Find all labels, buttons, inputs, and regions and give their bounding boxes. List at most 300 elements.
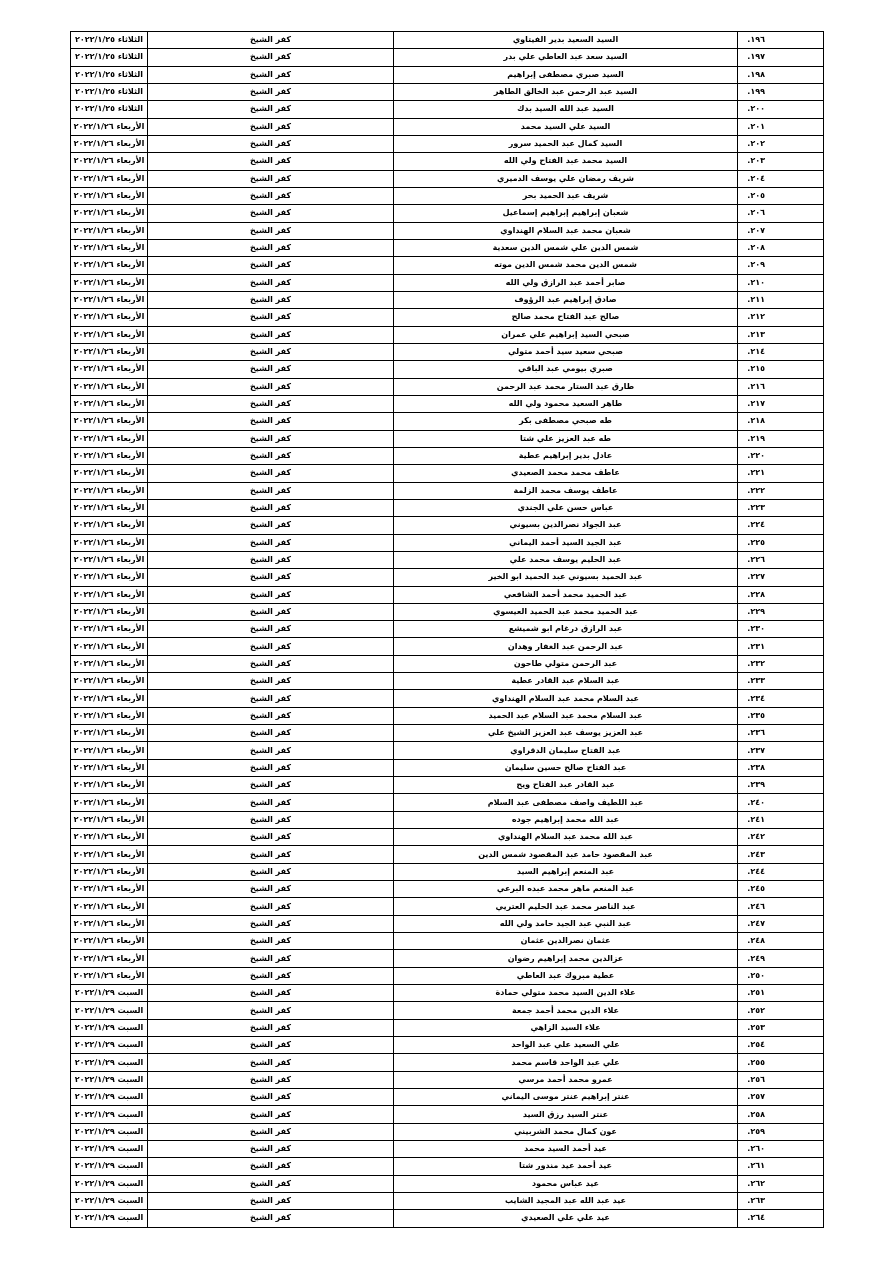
row-number-cell: ٢٣٣.	[738, 673, 824, 690]
table-row	[71, 777, 824, 794]
location-cell: كفر الشيخ	[148, 1037, 394, 1054]
date-cell: الأربعاء ٢٠٢٢/١/٢٦	[71, 707, 148, 724]
location-cell: كفر الشيخ	[148, 985, 394, 1002]
date-cell: السبت ٢٠٢٢/١/٢٩	[71, 1210, 148, 1227]
row-number-cell: ٢٥٠.	[738, 967, 824, 984]
date-cell: الأربعاء ٢٠٢٢/١/٢٦	[71, 395, 148, 412]
table-row	[71, 1175, 824, 1192]
table-row	[71, 811, 824, 828]
location-cell: كفر الشيخ	[148, 829, 394, 846]
person-name-cell: عبد السلام عبد القادر عطية	[394, 673, 738, 690]
location-cell: كفر الشيخ	[148, 170, 394, 187]
person-name-cell: عاطف محمد محمد الصعيدي	[394, 465, 738, 482]
person-name-cell: صادق إبراهيم عبد الرؤوف	[394, 291, 738, 308]
location-cell: كفر الشيخ	[148, 274, 394, 291]
location-cell: كفر الشيخ	[148, 378, 394, 395]
table-row	[71, 534, 824, 551]
location-cell: كفر الشيخ	[148, 846, 394, 863]
table-row	[71, 898, 824, 915]
location-cell: كفر الشيخ	[148, 1192, 394, 1209]
location-cell: كفر الشيخ	[148, 933, 394, 950]
table-row	[71, 1141, 824, 1158]
date-cell: الأربعاء ٢٠٢٢/١/٢٦	[71, 153, 148, 170]
row-number-cell: ١٩٩.	[738, 83, 824, 100]
person-name-cell: السيد صبري مصطفى إبراهيم	[394, 66, 738, 83]
person-name-cell: السيد سعد عبد العاطي علي بدر	[394, 49, 738, 66]
location-cell: كفر الشيخ	[148, 1089, 394, 1106]
table-row	[71, 933, 824, 950]
location-cell: كفر الشيخ	[148, 655, 394, 672]
location-cell: كفر الشيخ	[148, 83, 394, 100]
person-name-cell: شعبان محمد عبد السلام الهنداوي	[394, 222, 738, 239]
row-number-cell: ٢٤٩.	[738, 950, 824, 967]
location-cell: كفر الشيخ	[148, 690, 394, 707]
table-row	[71, 915, 824, 932]
row-number-cell: ٢٥٤.	[738, 1037, 824, 1054]
person-name-cell: عاطف يوسف محمد الزلمة	[394, 482, 738, 499]
location-cell: كفر الشيخ	[148, 413, 394, 430]
date-cell: الأربعاء ٢٠٢٢/١/٢٦	[71, 586, 148, 603]
person-name-cell: طارق عبد الستار محمد عبد الرحمن	[394, 378, 738, 395]
location-cell: كفر الشيخ	[148, 1071, 394, 1088]
date-cell: السبت ٢٠٢٢/١/٢٩	[71, 1141, 148, 1158]
person-name-cell: صالح عبد الفتاح محمد صالح	[394, 309, 738, 326]
location-cell: كفر الشيخ	[148, 482, 394, 499]
person-name-cell: عبد الناصر محمد عبد الحليم العتريي	[394, 898, 738, 915]
table-row	[71, 499, 824, 516]
table-row	[71, 32, 824, 49]
row-number-cell: ٢٦٠.	[738, 1141, 824, 1158]
person-name-cell: عنتر السيد رزق السيد	[394, 1106, 738, 1123]
location-cell: كفر الشيخ	[148, 967, 394, 984]
date-cell: السبت ٢٠٢٢/١/٢٩	[71, 1106, 148, 1123]
table-row	[71, 274, 824, 291]
person-name-cell: علاء الدين السيد محمد متولي حمادة	[394, 985, 738, 1002]
location-cell: كفر الشيخ	[148, 551, 394, 568]
row-number-cell: ٢٠٦.	[738, 205, 824, 222]
person-name-cell: شريف رمضان علي يوسف الدميري	[394, 170, 738, 187]
location-cell: كفر الشيخ	[148, 447, 394, 464]
person-name-cell: عبد المنعم ماهر محمد عبده البرعي	[394, 881, 738, 898]
table-row	[71, 1071, 824, 1088]
records-table-body	[71, 32, 824, 1228]
table-row	[71, 101, 824, 118]
person-name-cell: عبد الحميد محمد أحمد الشافعي	[394, 586, 738, 603]
table-row	[71, 794, 824, 811]
row-number-cell: ٢٠٤.	[738, 170, 824, 187]
location-cell: كفر الشيخ	[148, 950, 394, 967]
row-number-cell: ٢١٤.	[738, 343, 824, 360]
location-cell: كفر الشيخ	[148, 1106, 394, 1123]
location-cell: كفر الشيخ	[148, 309, 394, 326]
location-cell: كفر الشيخ	[148, 811, 394, 828]
row-number-cell: ١٩٧.	[738, 49, 824, 66]
location-cell: كفر الشيخ	[148, 621, 394, 638]
date-cell: الأربعاء ٢٠٢٢/١/٢٦	[71, 187, 148, 204]
table-row	[71, 690, 824, 707]
person-name-cell: السيد عبد الله السيد بدك	[394, 101, 738, 118]
location-cell: كفر الشيخ	[148, 361, 394, 378]
person-name-cell: السيد عبد الرحمن عبد الخالق الطاهر	[394, 83, 738, 100]
person-name-cell: عبد اللطيف واصف مصطفى عبد السلام	[394, 794, 738, 811]
date-cell: الأربعاء ٢٠٢٢/١/٢٦	[71, 413, 148, 430]
date-cell: الأربعاء ٢٠٢٢/١/٢٦	[71, 170, 148, 187]
person-name-cell: عبد الحليم يوسف محمد علي	[394, 551, 738, 568]
person-name-cell: عطية مبروك عبد العاطي	[394, 967, 738, 984]
row-number-cell: ٢٥١.	[738, 985, 824, 1002]
date-cell: الأربعاء ٢٠٢٢/١/٢٦	[71, 534, 148, 551]
date-cell: الأربعاء ٢٠٢٢/١/٢٦	[71, 673, 148, 690]
table-row	[71, 205, 824, 222]
row-number-cell: ٢٥٢.	[738, 1002, 824, 1019]
table-row	[71, 985, 824, 1002]
date-cell: الأربعاء ٢٠٢٢/١/٢٦	[71, 621, 148, 638]
location-cell: كفر الشيخ	[148, 395, 394, 412]
row-number-cell: ٢٤٥.	[738, 881, 824, 898]
row-number-cell: ٢٣٨.	[738, 759, 824, 776]
table-row	[71, 759, 824, 776]
row-number-cell: ٢٢٠.	[738, 447, 824, 464]
table-row	[71, 482, 824, 499]
date-cell: الأربعاء ٢٠٢٢/١/٢٦	[71, 603, 148, 620]
date-cell: السبت ٢٠٢٢/١/٢٩	[71, 1054, 148, 1071]
date-cell: الأربعاء ٢٠٢٢/١/٢٦	[71, 569, 148, 586]
person-name-cell: طه صبحي مصطفى بكر	[394, 413, 738, 430]
person-name-cell: عبد الرحمن عبد الغفار وهدان	[394, 638, 738, 655]
person-name-cell: عبد المقصود حامد عبد المقصود شمس الدين	[394, 846, 738, 863]
date-cell: الأربعاء ٢٠٢٢/١/٢٦	[71, 915, 148, 932]
person-name-cell: عيد عبد الله عبد المجيد الشايب	[394, 1192, 738, 1209]
location-cell: كفر الشيخ	[148, 205, 394, 222]
person-name-cell: عبد الحميد بسيوني عبد الحميد ابو الخير	[394, 569, 738, 586]
table-row	[71, 603, 824, 620]
row-number-cell: ٢٤٨.	[738, 933, 824, 950]
row-number-cell: ٢١٨.	[738, 413, 824, 430]
date-cell: الأربعاء ٢٠٢٢/١/٢٦	[71, 863, 148, 880]
row-number-cell: ٢٢٢.	[738, 482, 824, 499]
date-cell: السبت ٢٠٢٢/١/٢٩	[71, 1071, 148, 1088]
date-cell: الثلاثاء ٢٠٢٢/١/٢٥	[71, 101, 148, 118]
date-cell: الأربعاء ٢٠٢٢/١/٢٦	[71, 378, 148, 395]
person-name-cell: صبحي سعيد سيد أحمد متولي	[394, 343, 738, 360]
location-cell: كفر الشيخ	[148, 1019, 394, 1036]
location-cell: كفر الشيخ	[148, 898, 394, 915]
row-number-cell: ٢٣١.	[738, 638, 824, 655]
row-number-cell: ٢٢٩.	[738, 603, 824, 620]
table-row	[71, 413, 824, 430]
location-cell: كفر الشيخ	[148, 759, 394, 776]
person-name-cell: عبد الرازق درغام ابو شميشع	[394, 621, 738, 638]
row-number-cell: ١٩٨.	[738, 66, 824, 83]
person-name-cell: عون كمال محمد الشربيني	[394, 1123, 738, 1140]
person-name-cell: عبد السلام محمد عبد السلام عبد الحميد	[394, 707, 738, 724]
date-cell: الثلاثاء ٢٠٢٢/١/٢٥	[71, 32, 148, 49]
table-row	[71, 430, 824, 447]
date-cell: الأربعاء ٢٠٢٢/١/٢٦	[71, 950, 148, 967]
table-row	[71, 49, 824, 66]
person-name-cell: عيد عباس محمود	[394, 1175, 738, 1192]
row-number-cell: ٢٤٣.	[738, 846, 824, 863]
row-number-cell: ٢٢٦.	[738, 551, 824, 568]
table-row	[71, 655, 824, 672]
person-name-cell: عبد الجيد السيد أحمد اليماني	[394, 534, 738, 551]
date-cell: الأربعاء ٢٠٢٢/١/٢٦	[71, 205, 148, 222]
person-name-cell: عبد الفتاح صالح حسين سليمان	[394, 759, 738, 776]
date-cell: الأربعاء ٢٠٢٢/١/٢٦	[71, 742, 148, 759]
row-number-cell: ٢٤١.	[738, 811, 824, 828]
date-cell: الأربعاء ٢٠٢٢/١/٢٦	[71, 118, 148, 135]
person-name-cell: عثمان نصرالدين عثمان	[394, 933, 738, 950]
location-cell: كفر الشيخ	[148, 742, 394, 759]
row-number-cell: ٢٥٦.	[738, 1071, 824, 1088]
person-name-cell: عبد العزيز يوسف عبد العزيز الشيخ علي	[394, 725, 738, 742]
date-cell: الأربعاء ٢٠٢٢/١/٢٦	[71, 517, 148, 534]
row-number-cell: ٢٣٧.	[738, 742, 824, 759]
table-row	[71, 1106, 824, 1123]
person-name-cell: السيد علي السيد محمد	[394, 118, 738, 135]
table-row	[71, 846, 824, 863]
row-number-cell: ٢٣٢.	[738, 655, 824, 672]
date-cell: الأربعاء ٢٠٢٢/١/٢٦	[71, 343, 148, 360]
table-row	[71, 153, 824, 170]
row-number-cell: ٢٤٠.	[738, 794, 824, 811]
date-cell: الأربعاء ٢٠٢٢/١/٢٦	[71, 829, 148, 846]
row-number-cell: ٢١٦.	[738, 378, 824, 395]
row-number-cell: ٢٢٣.	[738, 499, 824, 516]
table-row	[71, 1089, 824, 1106]
table-row	[71, 83, 824, 100]
table-row	[71, 1123, 824, 1140]
person-name-cell: عبد الرحمن متولي طاحون	[394, 655, 738, 672]
date-cell: السبت ٢٠٢٢/١/٢٩	[71, 1002, 148, 1019]
location-cell: كفر الشيخ	[148, 915, 394, 932]
date-cell: الأربعاء ٢٠٢٢/١/٢٦	[71, 898, 148, 915]
location-cell: كفر الشيخ	[148, 101, 394, 118]
row-number-cell: ٢٥٩.	[738, 1123, 824, 1140]
table-row	[71, 66, 824, 83]
date-cell: الأربعاء ٢٠٢٢/١/٢٦	[71, 690, 148, 707]
table-row	[71, 551, 824, 568]
location-cell: كفر الشيخ	[148, 1123, 394, 1140]
date-cell: السبت ٢٠٢٢/١/٢٩	[71, 1037, 148, 1054]
person-name-cell: عزالدين محمد إبراهيم رضوان	[394, 950, 738, 967]
table-row	[71, 1037, 824, 1054]
location-cell: كفر الشيخ	[148, 135, 394, 152]
person-name-cell: شريف عبد الحميد بحر	[394, 187, 738, 204]
person-name-cell: عبد الفتاح سليمان الدقراوي	[394, 742, 738, 759]
person-name-cell: عبد المنعم إبراهيم السيد	[394, 863, 738, 880]
date-cell: الثلاثاء ٢٠٢٢/١/٢٥	[71, 83, 148, 100]
row-number-cell: ٢٠٩.	[738, 257, 824, 274]
table-row	[71, 967, 824, 984]
person-name-cell: صبحي السيد إبراهيم علي عمران	[394, 326, 738, 343]
person-name-cell: عنتر إبراهيم عنتر موسى اليماني	[394, 1089, 738, 1106]
date-cell: الأربعاء ٢٠٢٢/١/٢٦	[71, 759, 148, 776]
location-cell: كفر الشيخ	[148, 863, 394, 880]
date-cell: الأربعاء ٢٠٢٢/١/٢٦	[71, 933, 148, 950]
location-cell: كفر الشيخ	[148, 291, 394, 308]
table-row	[71, 135, 824, 152]
row-number-cell: ٢٢٨.	[738, 586, 824, 603]
location-cell: كفر الشيخ	[148, 794, 394, 811]
row-number-cell: ٢٢٥.	[738, 534, 824, 551]
row-number-cell: ٢٣٤.	[738, 690, 824, 707]
table-row	[71, 517, 824, 534]
date-cell: الأربعاء ٢٠٢٢/١/٢٦	[71, 777, 148, 794]
row-number-cell: ٢٢١.	[738, 465, 824, 482]
table-row	[71, 170, 824, 187]
person-name-cell: عيد أحمد السيد محمد	[394, 1141, 738, 1158]
row-number-cell: ٢٣٩.	[738, 777, 824, 794]
row-number-cell: ٢٠١.	[738, 118, 824, 135]
date-cell: الأربعاء ٢٠٢٢/١/٢٦	[71, 361, 148, 378]
person-name-cell: عبد الجواد نصرالدين بسيوني	[394, 517, 738, 534]
table-row	[71, 863, 824, 880]
date-cell: الأربعاء ٢٠٢٢/١/٢٦	[71, 846, 148, 863]
row-number-cell: ٢١٩.	[738, 430, 824, 447]
row-number-cell: ٢٠٢.	[738, 135, 824, 152]
date-cell: الأربعاء ٢٠٢٢/١/٢٦	[71, 811, 148, 828]
date-cell: الأربعاء ٢٠٢٢/١/٢٦	[71, 239, 148, 256]
table-row	[71, 1019, 824, 1036]
table-row	[71, 239, 824, 256]
location-cell: كفر الشيخ	[148, 534, 394, 551]
person-name-cell: شعبان إبراهيم إبراهيم إسماعيل	[394, 205, 738, 222]
table-row	[71, 118, 824, 135]
date-cell: الأربعاء ٢٠٢٢/١/٢٦	[71, 274, 148, 291]
date-cell: السبت ٢٠٢٢/١/٢٩	[71, 985, 148, 1002]
table-row	[71, 326, 824, 343]
person-name-cell: طه عبد العزيز علي شتا	[394, 430, 738, 447]
row-number-cell: ٢٠٣.	[738, 153, 824, 170]
table-row	[71, 465, 824, 482]
table-row	[71, 291, 824, 308]
person-name-cell: علي السعيد علي عبد الواحد	[394, 1037, 738, 1054]
date-cell: السبت ٢٠٢٢/١/٢٩	[71, 1019, 148, 1036]
table-row	[71, 569, 824, 586]
location-cell: كفر الشيخ	[148, 187, 394, 204]
table-row	[71, 187, 824, 204]
location-cell: كفر الشيخ	[148, 153, 394, 170]
row-number-cell: ٢٥٨.	[738, 1106, 824, 1123]
table-row	[71, 257, 824, 274]
person-name-cell: عبد الحميد محمد عبد الحميد العيسوي	[394, 603, 738, 620]
location-cell: كفر الشيخ	[148, 499, 394, 516]
person-name-cell: طاهر السعيد محمود ولي الله	[394, 395, 738, 412]
location-cell: كفر الشيخ	[148, 1210, 394, 1227]
location-cell: كفر الشيخ	[148, 222, 394, 239]
location-cell: كفر الشيخ	[148, 343, 394, 360]
date-cell: الأربعاء ٢٠٢٢/١/٢٦	[71, 465, 148, 482]
date-cell: السبت ٢٠٢٢/١/٢٩	[71, 1123, 148, 1140]
table-row	[71, 1002, 824, 1019]
row-number-cell: ٢٢٧.	[738, 569, 824, 586]
table-row	[71, 222, 824, 239]
row-number-cell: ٢١٣.	[738, 326, 824, 343]
person-name-cell: عبد الله محمد عبد السلام الهنداوي	[394, 829, 738, 846]
location-cell: كفر الشيخ	[148, 1054, 394, 1071]
date-cell: الأربعاء ٢٠٢٢/١/٢٦	[71, 967, 148, 984]
table-row	[71, 950, 824, 967]
table-row	[71, 725, 824, 742]
person-name-cell: عبد القادر عبد الفتاح ويح	[394, 777, 738, 794]
person-name-cell: علاء الدين محمد أحمد جمعة	[394, 1002, 738, 1019]
row-number-cell: ٢٤٤.	[738, 863, 824, 880]
date-cell: السبت ٢٠٢٢/١/٢٩	[71, 1175, 148, 1192]
date-cell: السبت ٢٠٢٢/١/٢٩	[71, 1089, 148, 1106]
date-cell: الأربعاء ٢٠٢٢/١/٢٦	[71, 725, 148, 742]
date-cell: الأربعاء ٢٠٢٢/١/٢٦	[71, 326, 148, 343]
person-name-cell: عمرو محمد أحمد مرسي	[394, 1071, 738, 1088]
table-row	[71, 621, 824, 638]
table-row	[71, 309, 824, 326]
location-cell: كفر الشيخ	[148, 326, 394, 343]
person-name-cell: شمس الدين علي شمس الدين سعدية	[394, 239, 738, 256]
person-name-cell: عباس حسن علي الجندي	[394, 499, 738, 516]
location-cell: كفر الشيخ	[148, 239, 394, 256]
row-number-cell: ٢٣٦.	[738, 725, 824, 742]
person-name-cell: عادل بدير إبراهيم عطية	[394, 447, 738, 464]
person-name-cell: صابر أحمد عبد الرازق ولي الله	[394, 274, 738, 291]
person-name-cell: السيد السعيد بدير الفيتاوي	[394, 32, 738, 49]
table-row	[71, 395, 824, 412]
date-cell: الأربعاء ٢٠٢٢/١/٢٦	[71, 135, 148, 152]
person-name-cell: عبد النبي عبد الجيد حامد ولي الله	[394, 915, 738, 932]
table-row	[71, 742, 824, 759]
location-cell: كفر الشيخ	[148, 1002, 394, 1019]
person-name-cell: عيد أحمد عيد مندور شتا	[394, 1158, 738, 1175]
row-number-cell: ٢٤٧.	[738, 915, 824, 932]
row-number-cell: ٢٤٦.	[738, 898, 824, 915]
date-cell: الأربعاء ٢٠٢٢/١/٢٦	[71, 291, 148, 308]
person-name-cell: علي عبد الواحد قاسم محمد	[394, 1054, 738, 1071]
table-row	[71, 1158, 824, 1175]
location-cell: كفر الشيخ	[148, 569, 394, 586]
table-row	[71, 343, 824, 360]
table-row	[71, 378, 824, 395]
person-name-cell: صبري بيومي عبد الباقي	[394, 361, 738, 378]
location-cell: كفر الشيخ	[148, 49, 394, 66]
row-number-cell: ٢٣٠.	[738, 621, 824, 638]
row-number-cell: ٢٦٣.	[738, 1192, 824, 1209]
date-cell: الأربعاء ٢٠٢٢/١/٢٦	[71, 257, 148, 274]
person-name-cell: عيد علي علي الصعيدي	[394, 1210, 738, 1227]
table-row	[71, 1192, 824, 1209]
location-cell: كفر الشيخ	[148, 118, 394, 135]
date-cell: السبت ٢٠٢٢/١/٢٩	[71, 1192, 148, 1209]
date-cell: الثلاثاء ٢٠٢٢/١/٢٥	[71, 66, 148, 83]
person-name-cell: علاء السيد الزاهي	[394, 1019, 738, 1036]
location-cell: كفر الشيخ	[148, 603, 394, 620]
date-cell: الأربعاء ٢٠٢٢/١/٢٦	[71, 551, 148, 568]
row-number-cell: ٢٥٣.	[738, 1019, 824, 1036]
row-number-cell: ٢٠٨.	[738, 239, 824, 256]
date-cell: الأربعاء ٢٠٢٢/١/٢٦	[71, 447, 148, 464]
table-row	[71, 1210, 824, 1227]
location-cell: كفر الشيخ	[148, 586, 394, 603]
row-number-cell: ٢١٠.	[738, 274, 824, 291]
location-cell: كفر الشيخ	[148, 257, 394, 274]
row-number-cell: ٢١٥.	[738, 361, 824, 378]
person-name-cell: عبد الله محمد إبراهيم جوده	[394, 811, 738, 828]
location-cell: كفر الشيخ	[148, 465, 394, 482]
date-cell: الأربعاء ٢٠٢٢/١/٢٦	[71, 482, 148, 499]
row-number-cell: ٢٣٥.	[738, 707, 824, 724]
table-row	[71, 1054, 824, 1071]
row-number-cell: ٢١٢.	[738, 309, 824, 326]
row-number-cell: ٢٠٠.	[738, 101, 824, 118]
location-cell: كفر الشيخ	[148, 725, 394, 742]
